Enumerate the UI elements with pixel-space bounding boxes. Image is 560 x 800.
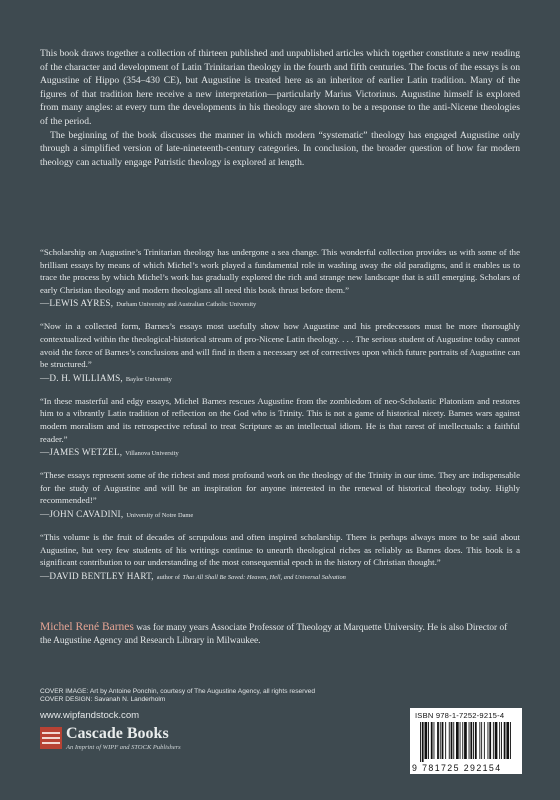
publisher-name: Cascade Books [66,725,169,742]
endorsement-quote: “These essays represent some of the richest and most profound work on the theology of the Trinity in our time. They are indispensable for the study of Augustine and will be an inspiration for anyone interested in the renewal of historical theology today. Highly recommended!” [40,470,520,506]
endorser-affiliation: Durham University and Australian Catholic University [116,301,257,309]
publisher-logo [40,725,200,755]
endorsement-attribution [40,297,520,311]
barcode-bars [420,722,514,762]
publisher-tagline: An Imprint of WIPF and STOCK Publishers [66,744,181,751]
endorser-book-title: That All Shall Be Saved: Heaven, Hell, and Universal Salvation [182,573,346,581]
endorser-name: —LEWIS AYRES, [40,298,114,309]
author-bio [40,621,520,649]
book-description [40,47,520,169]
endorser-name: —D. H. WILLIAMS, [40,372,123,383]
endorsement-attribution [40,570,520,584]
endorsement-wetzel [40,395,520,460]
endorsement-ayres [40,246,520,311]
endorser-affiliation: Baylor University [125,375,172,383]
barcode-number: 9 781725 292154 [412,763,502,773]
endorser-affiliation: University of Notre Dame [126,511,194,519]
cascade-logo-icon [40,727,62,749]
cover-credits [40,688,400,705]
author-bio-text: was for many years Associate Professor of Theology at Marquette University. He is also Director of the Augustine Agency and Research Library in Milwaukee. [40,623,508,647]
isbn-barcode [410,708,522,774]
endorser-name: —JAMES WETZEL, [40,447,123,458]
endorsement-attribution [40,446,520,460]
description-paragraph-1: This book draws together a collection of thirteen published and unpublished articles which together constitute a new reading of the character and development of Latin Trinitarian theology in the fourth and fifth centuries. The focus of the essays is on Augustine of Hippo (354–430 CE), but Augustine is treated here as an inheritor of earlier Latin tradition. Many of the figures of that tradition here receive a new interpretation—particularly Marius Victorinus. Augustine himself is explored from many angles: at every turn the developments in his theology are shown to be a response to the anti-Nicene theologies of the period. [40,48,520,127]
endorser-name: —JOHN CAVADINI, [40,508,124,519]
author-name: Michel René Barnes [40,621,134,633]
endorser-affiliation: author of [156,573,181,581]
endorsement-quote: “Now in a collected form, Barnes’s essays most usefully show how Augustine and his predecessors must be more thoroughly contextualized within the theological-historical stream of pro-Nicene Latin theology. . . . The serious student of Augustine today cannot avoid the force of Barnes’s conclusions and will find in them a necessary set of correctives upon which future portraits of Augustine can be structured.” [40,321,520,370]
endorsement-quote: “Scholarship on Augustine’s Trinitarian theology has undergone a sea change. This wonderful collection provides us with some of the brilliant essays by means of which Michel’s work played a fundamental role in washing away the old paradigms, and it enables us to trace the process by which Michel’s work has gradually explored the rich and strange new landscape that is still emerging. Scholars of early Christian theology and modern theologians all need this book thrust before them.” [40,247,520,295]
endorsements [40,246,520,593]
cover-design-credit: COVER DESIGN: Savanah N. Landerholm [40,696,166,704]
endorsement-quote: “In these masterful and edgy essays, Michel Barnes rescues Augustine from the zombiedom of neo-Scholastic Platonism and restores him to a vibrantly Latin tradition of reflection on the God who is Trinity. This is not a game of historical nicety. Barnes wars against modern moralism and its retrospective refusal to treat Scripture as an intellectual idiom. He is that rarest of intellectuals: a faithful reader.” [40,395,520,444]
endorsement-attribution [40,508,520,522]
endorsement-attribution [40,372,520,386]
cover-image-credit: COVER IMAGE: Art by Antoine Ponchin, courtesy of The Augustine Agency, all rights reserved [40,688,316,695]
publisher-url: www.wipfandstock.com [40,710,140,721]
endorsement-williams [40,320,520,385]
endorsement-cavadini [40,469,520,522]
endorser-affiliation: Villanova University [125,450,179,458]
endorsement-hart [40,531,520,584]
endorsement-quote: “This volume is the fruit of decades of scrupulous and often inspired scholarship. There is perhaps always more to be said about Augustine, but very few students of his writings continue to unearth theological riches as reliably as Barnes does. This book is a significant contribution to our understanding of the most consequential epoch in the history of Christian thought.” [40,531,520,568]
isbn-label: ISBN 978-1-7252-9215-4 [415,711,505,720]
endorser-name: —DAVID BENTLEY HART, [40,570,154,581]
description-paragraph-2: The beginning of the book discusses the manner in which modern “systematic” theology has engaged Augustine only through a simplified version of late-nineteenth-century categories. In conclusion, the broader question of how far modern theology can actually engage Patristic theology is explored at length. [40,129,520,168]
